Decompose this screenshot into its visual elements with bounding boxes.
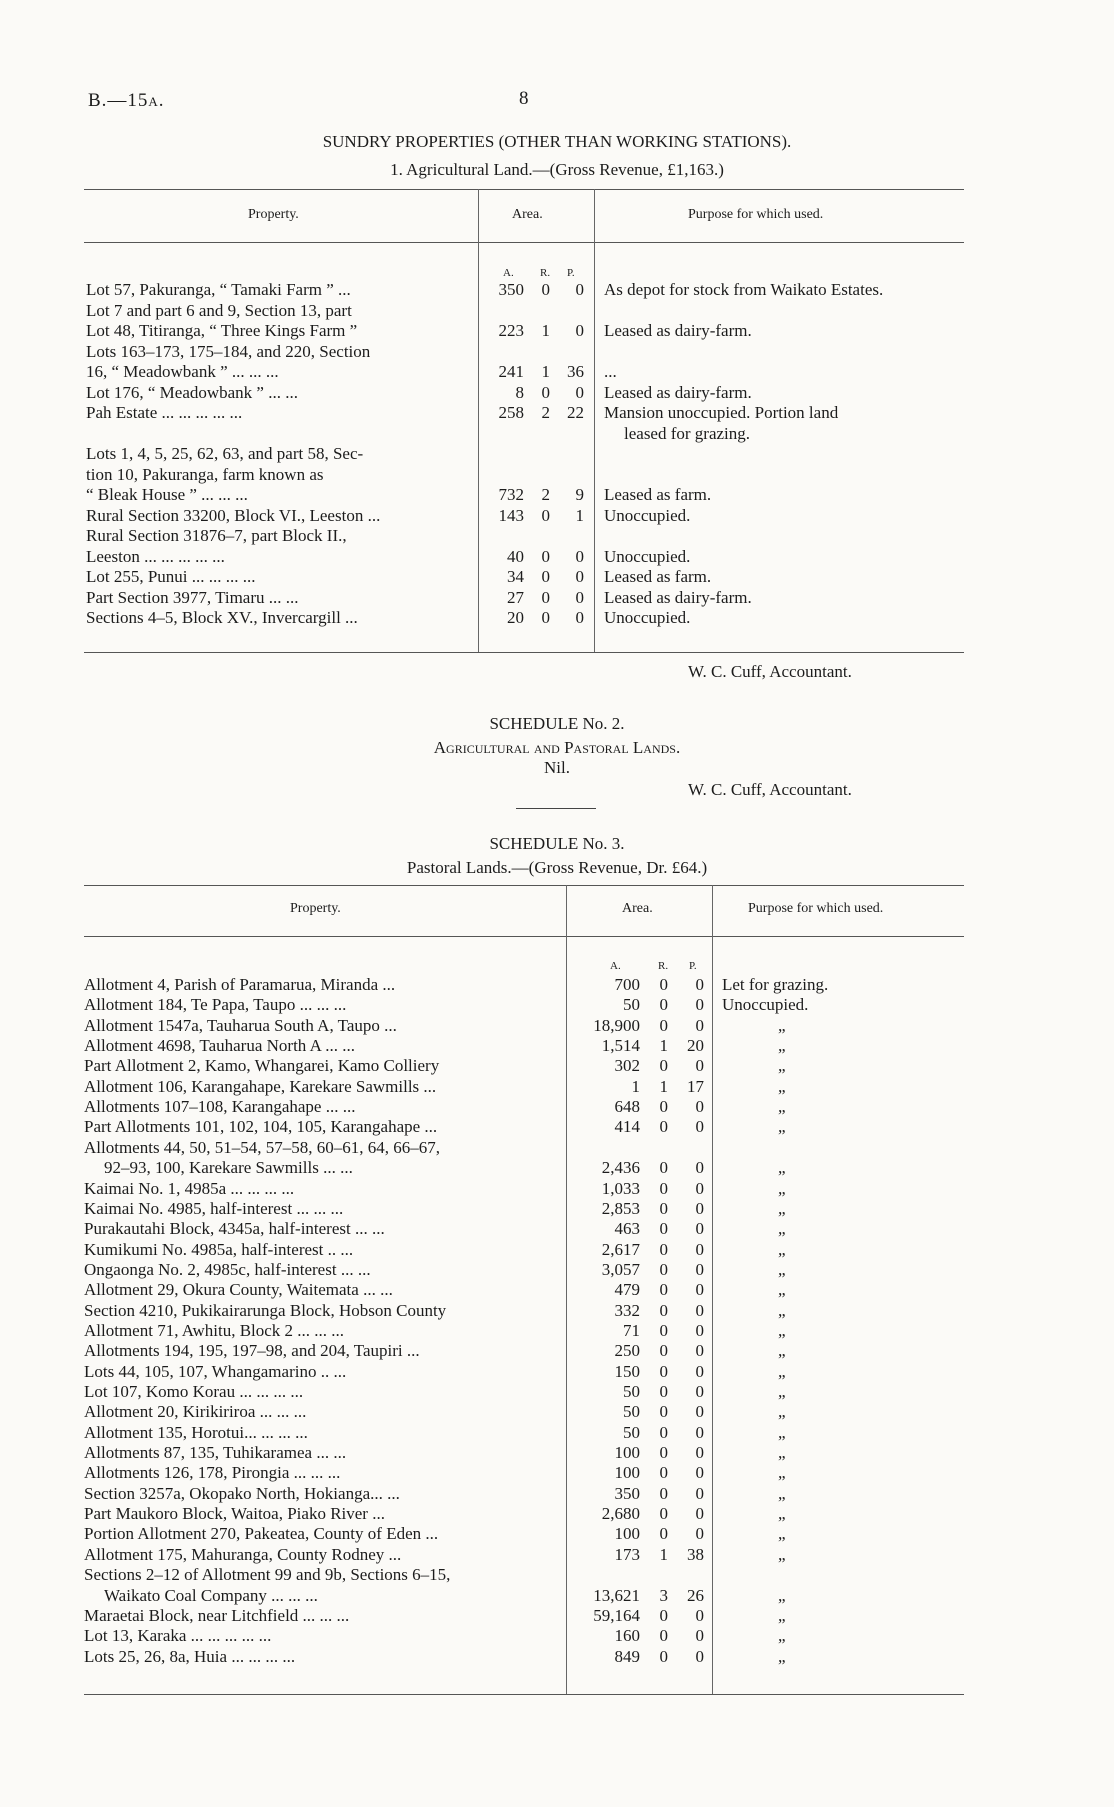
table1-purpose-line: Leased as dairy-farm. bbox=[604, 382, 752, 402]
table1-perches: 0 bbox=[575, 280, 584, 299]
table3-acres: 50 bbox=[623, 1422, 640, 1442]
table3-acres: 1,033 bbox=[601, 1178, 640, 1198]
table1-unit-perches: P. bbox=[567, 267, 575, 279]
table1-property-line: Lot 57, Pakuranga, “ Tamaki Farm ” ... bbox=[86, 280, 351, 299]
table3-roods: 0 bbox=[659, 1646, 668, 1666]
table1-header-area: Area. bbox=[512, 207, 543, 222]
table1-acres: 258 bbox=[498, 403, 524, 422]
table3-property-line: Purakautahi Block, 4345a, half-interest ... ... bbox=[84, 1219, 385, 1239]
table3-roods: 0 bbox=[659, 1219, 668, 1239]
table1-acres: 8 bbox=[515, 382, 524, 402]
table1-purpose-line: leased for grazing. bbox=[624, 423, 751, 443]
table3-acres: 332 bbox=[614, 1300, 640, 1320]
table3-acres: 2,680 bbox=[601, 1504, 640, 1524]
table1-roods: 0 bbox=[541, 546, 550, 566]
table3-acres: 100 bbox=[614, 1463, 640, 1483]
table3-property-line: Lots 44, 105, 107, Whangamarino .. ... bbox=[84, 1361, 347, 1381]
table1-perches: 0 bbox=[575, 587, 584, 607]
table3-purpose: „ bbox=[778, 1320, 786, 1340]
table3-acres: 173 bbox=[614, 1544, 640, 1564]
table3-roods: 0 bbox=[659, 1178, 668, 1198]
table3-perches: 0 bbox=[695, 1015, 704, 1035]
table3-header-area: Area. bbox=[622, 901, 653, 916]
table1-property-line: Lot 176, “ Meadowbank ” ... ... bbox=[86, 382, 298, 402]
table3-perches: 0 bbox=[695, 1320, 704, 1340]
table1-acres: 732 bbox=[498, 485, 524, 504]
table1-perches: 0 bbox=[575, 567, 584, 586]
table3-property-line: Part Allotment 2, Kamo, Whangarei, Kamo Colliery bbox=[84, 1056, 440, 1076]
table3-roods: 0 bbox=[659, 1504, 668, 1524]
table3-purpose: „ bbox=[778, 1524, 786, 1544]
table1-property-line: Lots 1, 4, 5, 25, 62, 63, and part 58, Sec- bbox=[86, 444, 364, 463]
table1-divider-area bbox=[478, 189, 479, 652]
table1-roods: 0 bbox=[541, 280, 550, 299]
table1-property-line: “ Bleak House ” ... ... ... bbox=[86, 485, 248, 504]
table3-top-rule bbox=[84, 885, 964, 886]
table3-acres: 50 bbox=[623, 1382, 640, 1401]
table3-purpose: „ bbox=[778, 1422, 786, 1442]
table3-roods: 1 bbox=[659, 1544, 668, 1564]
table3-roods: 0 bbox=[659, 1056, 668, 1076]
table3-roods: 0 bbox=[659, 1463, 668, 1483]
table3-roods: 0 bbox=[659, 1015, 668, 1035]
schedule2-subtitle: Agricultural and Pastoral Lands. bbox=[433, 738, 681, 757]
table1-roods: 0 bbox=[541, 505, 550, 525]
table3-purpose: „ bbox=[778, 1626, 786, 1646]
table1-perches: 0 bbox=[575, 382, 584, 402]
table1-purpose-line: Leased as farm. bbox=[604, 485, 712, 504]
table3-roods: 0 bbox=[659, 1158, 668, 1178]
table3-perches: 0 bbox=[695, 1524, 704, 1544]
table3-purpose: „ bbox=[778, 1300, 786, 1320]
table3-purpose: „ bbox=[778, 1056, 786, 1076]
page-number: 8 bbox=[519, 88, 529, 109]
table3-perches: 0 bbox=[695, 1219, 704, 1239]
table3-purpose: „ bbox=[778, 1646, 786, 1666]
table3-property-line: Lot 13, Karaka ... ... ... ... ... bbox=[84, 1626, 272, 1646]
table3-perches: 0 bbox=[695, 1422, 704, 1442]
table3-roods: 0 bbox=[659, 1524, 668, 1544]
table3-perches: 0 bbox=[695, 1300, 704, 1320]
table3-unit-acres: A. bbox=[610, 960, 621, 972]
table3-perches: 0 bbox=[695, 1239, 704, 1259]
table1-header-property: Property. bbox=[248, 207, 299, 222]
table1-purpose-line: Leased as dairy-farm. bbox=[604, 321, 752, 340]
table3-divider-purpose bbox=[712, 885, 713, 1694]
table3-purpose: „ bbox=[778, 1198, 786, 1218]
table1-property-line: Leeston ... ... ... ... ... bbox=[86, 546, 225, 566]
table3-purpose: „ bbox=[778, 1239, 786, 1259]
table3-perches: 0 bbox=[695, 1463, 704, 1483]
table1-perches: 36 bbox=[567, 362, 584, 381]
schedule2-body: Nil. bbox=[544, 758, 570, 777]
table3-perches: 0 bbox=[695, 1443, 704, 1463]
table3-property-line: Allotment 1547a, Tauharua South A, Taupo ... bbox=[84, 1015, 397, 1035]
table3-purpose: „ bbox=[778, 1219, 786, 1239]
section1-title: SUNDRY PROPERTIES (OTHER THAN WORKING STATIONS). bbox=[322, 132, 792, 151]
table1-roods: 0 bbox=[541, 608, 550, 627]
table3-roods: 0 bbox=[659, 1341, 668, 1361]
table3-acres: 50 bbox=[623, 995, 640, 1015]
table3-roods: 0 bbox=[659, 1483, 668, 1503]
table3-purpose: „ bbox=[778, 1382, 786, 1401]
table1-unit-roods: R. bbox=[540, 267, 551, 279]
table3-perches: 0 bbox=[695, 1402, 704, 1422]
table3-roods: 0 bbox=[659, 1320, 668, 1340]
table3-acres: 414 bbox=[614, 1117, 640, 1137]
table3-roods: 0 bbox=[659, 1605, 668, 1625]
table1-divider-purpose bbox=[594, 189, 595, 652]
table3-purpose: „ bbox=[778, 1076, 786, 1096]
table3-property-line: Allotment 20, Kirikiriroa ... ... ... bbox=[84, 1402, 307, 1422]
table3-purpose: „ bbox=[778, 1504, 786, 1524]
table3-property-line: 92–93, 100, Karekare Sawmills ... ... bbox=[104, 1158, 353, 1178]
table1-perches: 0 bbox=[575, 321, 584, 340]
table1-perches: 1 bbox=[575, 505, 584, 525]
table1-property-line: Lots 163–173, 175–184, and 220, Section bbox=[86, 341, 371, 361]
table3-purpose: „ bbox=[778, 1178, 786, 1198]
table1-perches: 9 bbox=[575, 485, 584, 504]
table1-roods: 1 bbox=[541, 321, 550, 340]
schedule2-signature: W. C. Cuff, Accountant. bbox=[688, 780, 852, 799]
table3-acres: 13,621 bbox=[593, 1585, 640, 1605]
table3-property-line: Allotment 135, Horotui... ... ... ... bbox=[84, 1422, 308, 1442]
table3-property-line: Section 4210, Pukikairarunga Block, Hobson County bbox=[84, 1300, 447, 1320]
table1-property-line: Part Section 3977, Timaru ... ... bbox=[86, 587, 299, 607]
table1-property-line: Lot 7 and part 6 and 9, Section 13, part bbox=[86, 300, 352, 320]
table3-property-line: Ongaonga No. 2, 4985c, half-interest ... ... bbox=[84, 1259, 371, 1279]
table1-header-purpose: Purpose for which used. bbox=[688, 207, 824, 222]
table3-acres: 302 bbox=[614, 1056, 640, 1076]
table3-acres: 71 bbox=[623, 1320, 640, 1340]
table3-property-line: Allotments 87, 135, Tuhikaramea ... ... bbox=[84, 1443, 347, 1463]
table1-purpose-line: ... bbox=[604, 362, 617, 381]
schedule3-title: SCHEDULE No. 3. bbox=[489, 834, 625, 853]
table3-acres: 479 bbox=[614, 1280, 640, 1300]
table1-property-line: Rural Section 31876–7, part Block II., bbox=[86, 526, 347, 545]
table3-roods: 0 bbox=[659, 1402, 668, 1422]
table3-acres: 150 bbox=[614, 1361, 640, 1381]
table3-unit-roods: R. bbox=[658, 960, 669, 972]
table3-roods: 0 bbox=[659, 1198, 668, 1218]
table1-purpose-line: Unoccupied. bbox=[604, 608, 691, 627]
table1-acres: 40 bbox=[507, 546, 524, 566]
table3-property-line: Allotment 29, Okura County, Waitemata ... ... bbox=[84, 1280, 393, 1300]
table3-purpose: „ bbox=[778, 1605, 786, 1625]
table3-property-line: Part Allotments 101, 102, 104, 105, Karangahape ... bbox=[84, 1117, 438, 1137]
table3-perches: 0 bbox=[695, 995, 704, 1015]
table3-roods: 0 bbox=[659, 1300, 668, 1320]
table3-perches: 20 bbox=[687, 1036, 704, 1056]
table3-acres: 350 bbox=[614, 1483, 640, 1503]
table3-perches: 0 bbox=[695, 975, 704, 994]
table3-property-line: Kumikumi No. 4985a, half-interest .. ... bbox=[84, 1239, 354, 1259]
table3-roods: 0 bbox=[659, 995, 668, 1015]
table3-property-line: Kaimai No. 1, 4985a ... ... ... ... bbox=[84, 1178, 295, 1198]
table3-unit-perches: P. bbox=[689, 960, 697, 972]
table3-purpose: „ bbox=[778, 1097, 786, 1117]
table3-header-rule bbox=[84, 936, 964, 937]
table3-roods: 3 bbox=[659, 1585, 668, 1605]
table3-roods: 0 bbox=[659, 1422, 668, 1442]
table1-acres: 241 bbox=[498, 362, 524, 381]
table3-property-line: Maraetai Block, near Litchfield ... ... ... bbox=[84, 1605, 350, 1625]
table1-purpose-line: Mansion unoccupied. Portion land bbox=[604, 403, 839, 422]
table3-purpose: „ bbox=[778, 1443, 786, 1463]
table1-perches: 22 bbox=[567, 403, 584, 422]
table3-roods: 0 bbox=[659, 1443, 668, 1463]
table3-acres: 3,057 bbox=[601, 1259, 640, 1279]
table1-property-line: Rural Section 33200, Block VI., Leeston ... bbox=[86, 505, 381, 525]
table1-roods: 1 bbox=[541, 362, 550, 381]
table3-perches: 0 bbox=[695, 1626, 704, 1646]
table3-property-line: Part Maukoro Block, Waitoa, Piako River ... bbox=[84, 1504, 385, 1524]
table3-purpose: „ bbox=[778, 1117, 786, 1137]
table1-perches: 0 bbox=[575, 546, 584, 566]
table1-roods: 2 bbox=[541, 485, 550, 504]
table1-bottom-rule bbox=[84, 652, 964, 653]
table1-purpose-line: As depot for stock from Waikato Estates. bbox=[604, 280, 884, 299]
table3-acres: 700 bbox=[614, 975, 640, 994]
table1-property-line: tion 10, Pakuranga, farm known as bbox=[86, 464, 324, 484]
table3-property-line: Waikato Coal Company ... ... ... bbox=[104, 1585, 318, 1605]
table3-roods: 1 bbox=[659, 1036, 668, 1056]
table3-roods: 0 bbox=[659, 1382, 668, 1401]
table3-acres: 463 bbox=[614, 1219, 640, 1239]
table3-divider-area bbox=[566, 885, 567, 1694]
table1-top-rule bbox=[84, 189, 964, 190]
table3-roods: 0 bbox=[659, 1239, 668, 1259]
table3-perches: 0 bbox=[695, 1504, 704, 1524]
table1-header-rule bbox=[84, 242, 964, 243]
section1-subtitle: 1. Agricultural Land.—(Gross Revenue, £1,163.) bbox=[390, 160, 724, 179]
table3-purpose: „ bbox=[778, 1341, 786, 1361]
table3-perches: 0 bbox=[695, 1341, 704, 1361]
table1-purpose-line: Leased as farm. bbox=[604, 567, 712, 586]
table3-perches: 0 bbox=[695, 1117, 704, 1137]
table3-acres: 1,514 bbox=[601, 1036, 640, 1056]
table3-roods: 0 bbox=[659, 1361, 668, 1381]
table1-acres: 34 bbox=[507, 567, 524, 586]
table3-property-line: Lot 107, Komo Korau ... ... ... ... bbox=[84, 1382, 304, 1401]
table3-purpose: „ bbox=[778, 1259, 786, 1279]
table3-purpose: „ bbox=[778, 1463, 786, 1483]
document-reference: B.—15a. bbox=[88, 90, 165, 111]
table3-property-line: Kaimai No. 4985, half-interest ... ... ... bbox=[84, 1198, 344, 1218]
table1-roods: 0 bbox=[541, 567, 550, 586]
table3-property-line: Allotment 71, Awhitu, Block 2 ... ... ... bbox=[84, 1320, 345, 1340]
schedule2-title: SCHEDULE No. 2. bbox=[489, 714, 625, 733]
table3-purpose: „ bbox=[778, 1361, 786, 1381]
schedule3-subtitle: Pastoral Lands.—(Gross Revenue, Dr. £64.) bbox=[406, 858, 708, 877]
table3-acres: 2,436 bbox=[601, 1158, 640, 1178]
table3-perches: 0 bbox=[695, 1483, 704, 1503]
table1-property-line: Lot 255, Punui ... ... ... ... bbox=[86, 567, 256, 586]
table3-header-property: Property. bbox=[290, 901, 341, 916]
table3-acres: 2,617 bbox=[601, 1239, 640, 1259]
table3-perches: 0 bbox=[695, 1158, 704, 1178]
table3-perches: 0 bbox=[695, 1646, 704, 1666]
table3-purpose: Let for grazing. bbox=[722, 975, 829, 994]
table3-acres: 2,853 bbox=[601, 1198, 640, 1218]
table3-acres: 160 bbox=[614, 1626, 640, 1646]
table3-roods: 0 bbox=[659, 975, 668, 994]
table3-perches: 0 bbox=[695, 1605, 704, 1625]
table3-property-line: Section 3257a, Okopako North, Hokianga... ... bbox=[84, 1483, 400, 1503]
table3-property-line: Allotment 4, Parish of Paramarua, Miranda ... bbox=[84, 975, 396, 994]
table3-property-line: Allotments 107–108, Karangahape ... ... bbox=[84, 1097, 356, 1117]
table3-acres: 59,164 bbox=[593, 1605, 640, 1625]
table1-purpose-line: Unoccupied. bbox=[604, 546, 691, 566]
table3-purpose: „ bbox=[778, 1015, 786, 1035]
table3-property-line: Allotments 194, 195, 197–98, and 204, Taupiri ... bbox=[84, 1341, 420, 1361]
table3-acres: 1 bbox=[631, 1076, 640, 1096]
table1-acres: 143 bbox=[498, 505, 524, 525]
table3-roods: 1 bbox=[659, 1076, 668, 1096]
table3-property-line: Allotment 184, Te Papa, Taupo ... ... ... bbox=[84, 995, 347, 1015]
table3-perches: 0 bbox=[695, 1178, 704, 1198]
table3-property-line: Allotments 44, 50, 51–54, 57–58, 60–61, 64, 66–67, bbox=[84, 1137, 441, 1157]
table3-perches: 0 bbox=[695, 1259, 704, 1279]
table1-acres: 20 bbox=[507, 608, 524, 627]
table3-purpose: „ bbox=[778, 1280, 786, 1300]
table3-perches: 0 bbox=[695, 1198, 704, 1218]
table3-roods: 0 bbox=[659, 1280, 668, 1300]
table3-property-line: Portion Allotment 270, Pakeatea, County of Eden ... bbox=[84, 1524, 439, 1544]
table3-roods: 0 bbox=[659, 1626, 668, 1646]
table1-property-line: Pah Estate ... ... ... ... ... bbox=[86, 403, 243, 422]
table3-perches: 0 bbox=[695, 1361, 704, 1381]
table3-property-line: Allotments 126, 178, Pirongia ... ... ... bbox=[84, 1463, 341, 1483]
table3-roods: 0 bbox=[659, 1097, 668, 1117]
table3-acres: 250 bbox=[614, 1341, 640, 1361]
table1-perches: 0 bbox=[575, 608, 584, 627]
table3-purpose: „ bbox=[778, 1585, 786, 1605]
table1-roods: 0 bbox=[541, 587, 550, 607]
table3-purpose: „ bbox=[778, 1036, 786, 1056]
table3-bottom-rule bbox=[84, 1694, 964, 1695]
table3-header-purpose: Purpose for which used. bbox=[748, 901, 884, 916]
section1-signature: W. C. Cuff, Accountant. bbox=[688, 662, 852, 681]
table1-purpose-line: Leased as dairy-farm. bbox=[604, 587, 752, 607]
table3-perches: 17 bbox=[687, 1076, 704, 1096]
table3-perches: 0 bbox=[695, 1097, 704, 1117]
table3-acres: 18,900 bbox=[593, 1015, 640, 1035]
table3-perches: 26 bbox=[687, 1585, 704, 1605]
table3-property-line: Allotment 4698, Tauharua North A ... ... bbox=[84, 1036, 355, 1056]
table3-roods: 0 bbox=[659, 1259, 668, 1279]
table3-purpose: „ bbox=[778, 1158, 786, 1178]
table1-property-line: 16, “ Meadowbank ” ... ... ... bbox=[86, 362, 279, 381]
table3-property-line: Allotment 175, Mahuranga, County Rodney ... bbox=[84, 1544, 402, 1564]
table1-roods: 2 bbox=[541, 403, 550, 422]
table3-acres: 100 bbox=[614, 1443, 640, 1463]
table3-perches: 0 bbox=[695, 1382, 704, 1401]
table3-perches: 0 bbox=[695, 1056, 704, 1076]
table3-property-line: Allotment 106, Karangahape, Karekare Sawmills ... bbox=[84, 1076, 437, 1096]
table1-purpose-line: Unoccupied. bbox=[604, 505, 691, 525]
table1-acres: 27 bbox=[507, 587, 524, 607]
table3-property-line: Lots 25, 26, 8a, Huia ... ... ... ... bbox=[84, 1646, 296, 1666]
table3-perches: 38 bbox=[687, 1544, 704, 1564]
table3-purpose: „ bbox=[778, 1483, 786, 1503]
table1-acres: 350 bbox=[498, 280, 524, 299]
table1-property-line: Sections 4–5, Block XV., Invercargill ... bbox=[86, 608, 358, 627]
table3-acres: 50 bbox=[623, 1402, 640, 1422]
table3-purpose: Unoccupied. bbox=[722, 995, 809, 1015]
table1-property-line: Lot 48, Titiranga, “ Three Kings Farm ” bbox=[86, 321, 358, 340]
table1-roods: 0 bbox=[541, 382, 550, 402]
table3-property-line: Sections 2–12 of Allotment 99 and 9b, Sections 6–15, bbox=[84, 1565, 451, 1585]
table3-acres: 100 bbox=[614, 1524, 640, 1544]
table3-perches: 0 bbox=[695, 1280, 704, 1300]
table3-acres: 648 bbox=[614, 1097, 640, 1117]
table3-purpose: „ bbox=[778, 1544, 786, 1564]
table1-acres: 223 bbox=[498, 321, 524, 340]
table3-roods: 0 bbox=[659, 1117, 668, 1137]
table3-purpose: „ bbox=[778, 1402, 786, 1422]
table1-unit-acres: A. bbox=[503, 267, 514, 279]
schedule2-end-rule bbox=[516, 808, 596, 809]
table3-acres: 849 bbox=[614, 1646, 640, 1666]
